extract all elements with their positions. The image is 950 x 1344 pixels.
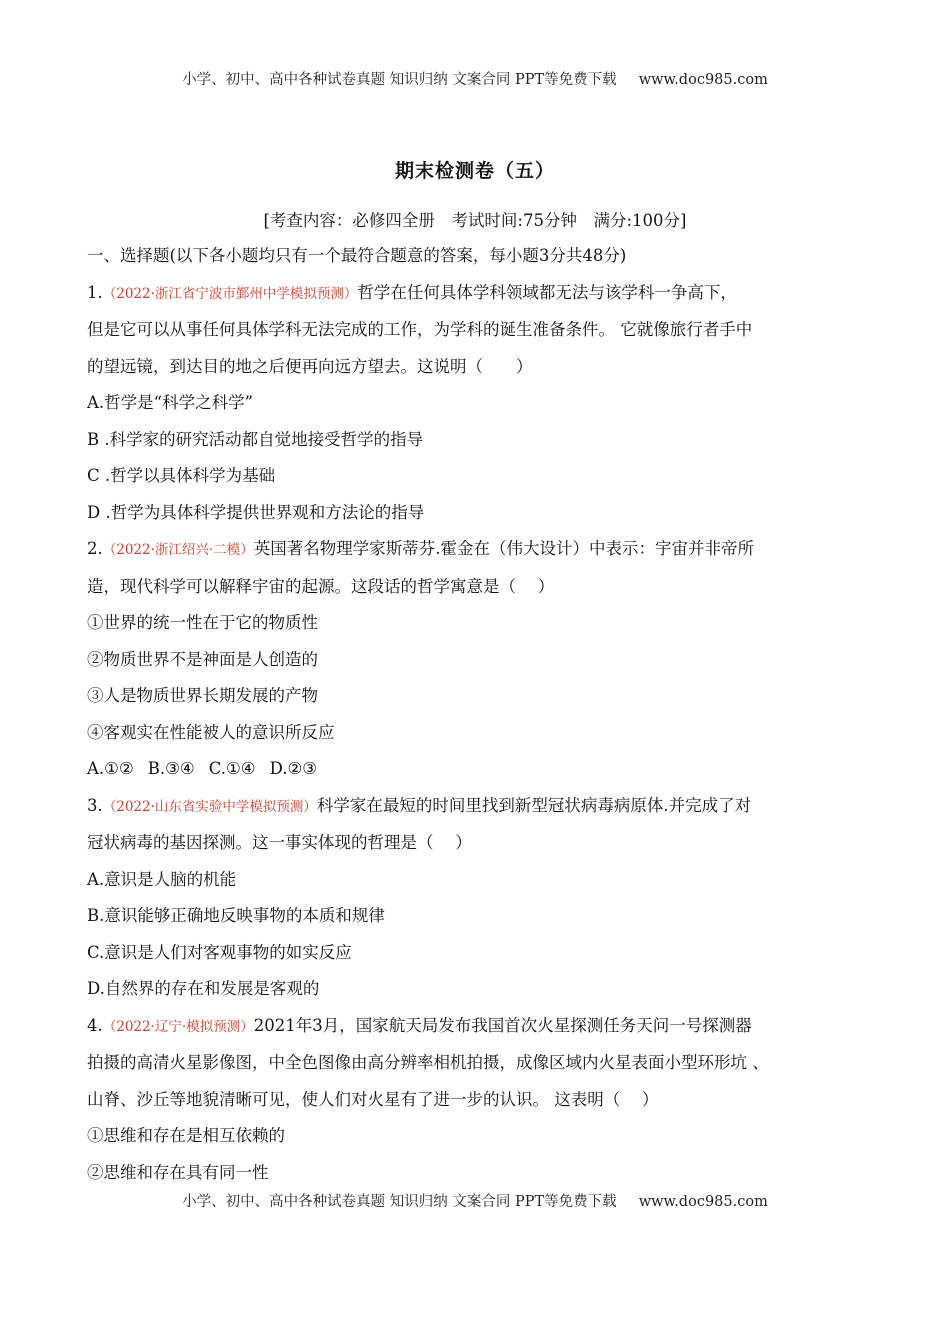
question-text: 造，现代科学可以解释宇宙的起源。这段话的哲学寓意是（ ） <box>87 576 555 596</box>
statement-item: ②思维和存在具有同一性 <box>87 1162 269 1182</box>
exam-content <box>87 238 867 1191</box>
footer-text: 小学、初中、高中各种试卷真题 知识归纳 文案合同 PPT等免费下载 <box>182 1194 617 1210</box>
option: C .哲学以具体科学为基础 <box>87 466 276 485</box>
statement-item: ②物质世界不是神面是人创造的 <box>87 649 318 669</box>
question-2 <box>87 531 867 569</box>
option: D .哲学为具体科学提供世界观和方法论的指导 <box>87 502 425 522</box>
page-title: 期末检测卷（五） <box>394 160 555 182</box>
option: C.①④ <box>208 759 256 778</box>
option: D.自然界的存在和发展是客观的 <box>87 979 320 998</box>
statement-item: ①世界的统一性在于它的物质性 <box>87 613 318 632</box>
options-row <box>87 751 867 788</box>
statement-item: ④客观实在性能被人的意识所反应 <box>87 722 335 742</box>
option: C.意识是人们对客观事物的如实反应 <box>87 942 352 962</box>
option: A.意识是人脑的机能 <box>87 869 237 889</box>
question-text: 冠状病毒的基因探测。这一事实体现的哲理是（ ） <box>87 833 472 852</box>
page-header <box>0 68 950 89</box>
footer-url[interactable]: www.doc985.com <box>638 1194 768 1210</box>
statement-item: ③人是物质世界长期发展的产物 <box>87 686 318 705</box>
page-footer <box>0 1190 950 1211</box>
section-heading: 一、选择题(以下各小题均只有一个最符合题意的答案，每小题3分共48分) <box>87 246 627 265</box>
question-number: 1. <box>87 282 103 302</box>
header-text: 小学、初中、高中各种试卷真题 知识归纳 文案合同 PPT等免费下载 <box>182 72 617 88</box>
question-number: 3. <box>87 795 103 815</box>
question-1 <box>87 275 867 313</box>
statement-item: ①思维和存在是相互依赖的 <box>87 1126 285 1145</box>
question-source: （2022·浙江绍兴·二模） <box>102 542 254 558</box>
question-source: （2022·浙江省宁波市鄞州中学模拟预测） <box>102 285 358 302</box>
question-text: 的望远镜，到达目的地之后便再向远方望去。这说明（ ） <box>87 356 533 376</box>
question-text: 但是它可以从事任何具体学科无法完成的工作，为学科的诞生准备条件。 它就像旅行者手中 <box>87 320 753 339</box>
option: B.③④ <box>147 759 195 778</box>
question-text: 哲学在任何具体学科领域都无法与该学科一争高下， <box>357 282 737 302</box>
question-text: 英国著名物理学家斯蒂芬.霍金在（伟大设计）中表示：宇宙并非帝所 <box>253 539 754 558</box>
exam-info: [考查内容：必修四全册 考试时间:75分钟 满分:100分] <box>263 211 687 230</box>
question-number: 4. <box>87 1015 103 1035</box>
header-url[interactable]: www.doc985.com <box>638 72 768 88</box>
option: A.①② <box>87 759 134 778</box>
question-text: 山脊、沙丘等地貌清晰可见，使人们对火星有了进一步的认识。 这表明（ ） <box>87 1089 659 1109</box>
question-4 <box>87 1008 867 1046</box>
question-text: 拍摄的高清火星影像图，中全色图像由高分辨率相机拍摄，成像区域内火星表面小型环形坑 、 <box>87 1053 769 1072</box>
question-source: （2022·山东省实验中学模拟预测） <box>102 798 317 815</box>
option: B .科学家的研究活动都自觉地接受哲学的指导 <box>87 429 424 449</box>
question-3 <box>87 788 867 826</box>
question-source: （2022·辽宁·模拟预测） <box>102 1018 254 1035</box>
option: A.哲学是“科学之科学” <box>87 393 254 412</box>
question-number: 2. <box>87 539 103 558</box>
question-text: 科学家在最短的时间里找到新型冠状病毒病原体.并完成了对 <box>316 795 752 815</box>
option: B.意识能够正确地反映事物的本质和规律 <box>87 906 385 925</box>
question-text: 2021年3月，国家航天局发布我国首次火星探测任务天问一号探测器 <box>253 1015 752 1035</box>
option: D.②③ <box>269 759 318 778</box>
